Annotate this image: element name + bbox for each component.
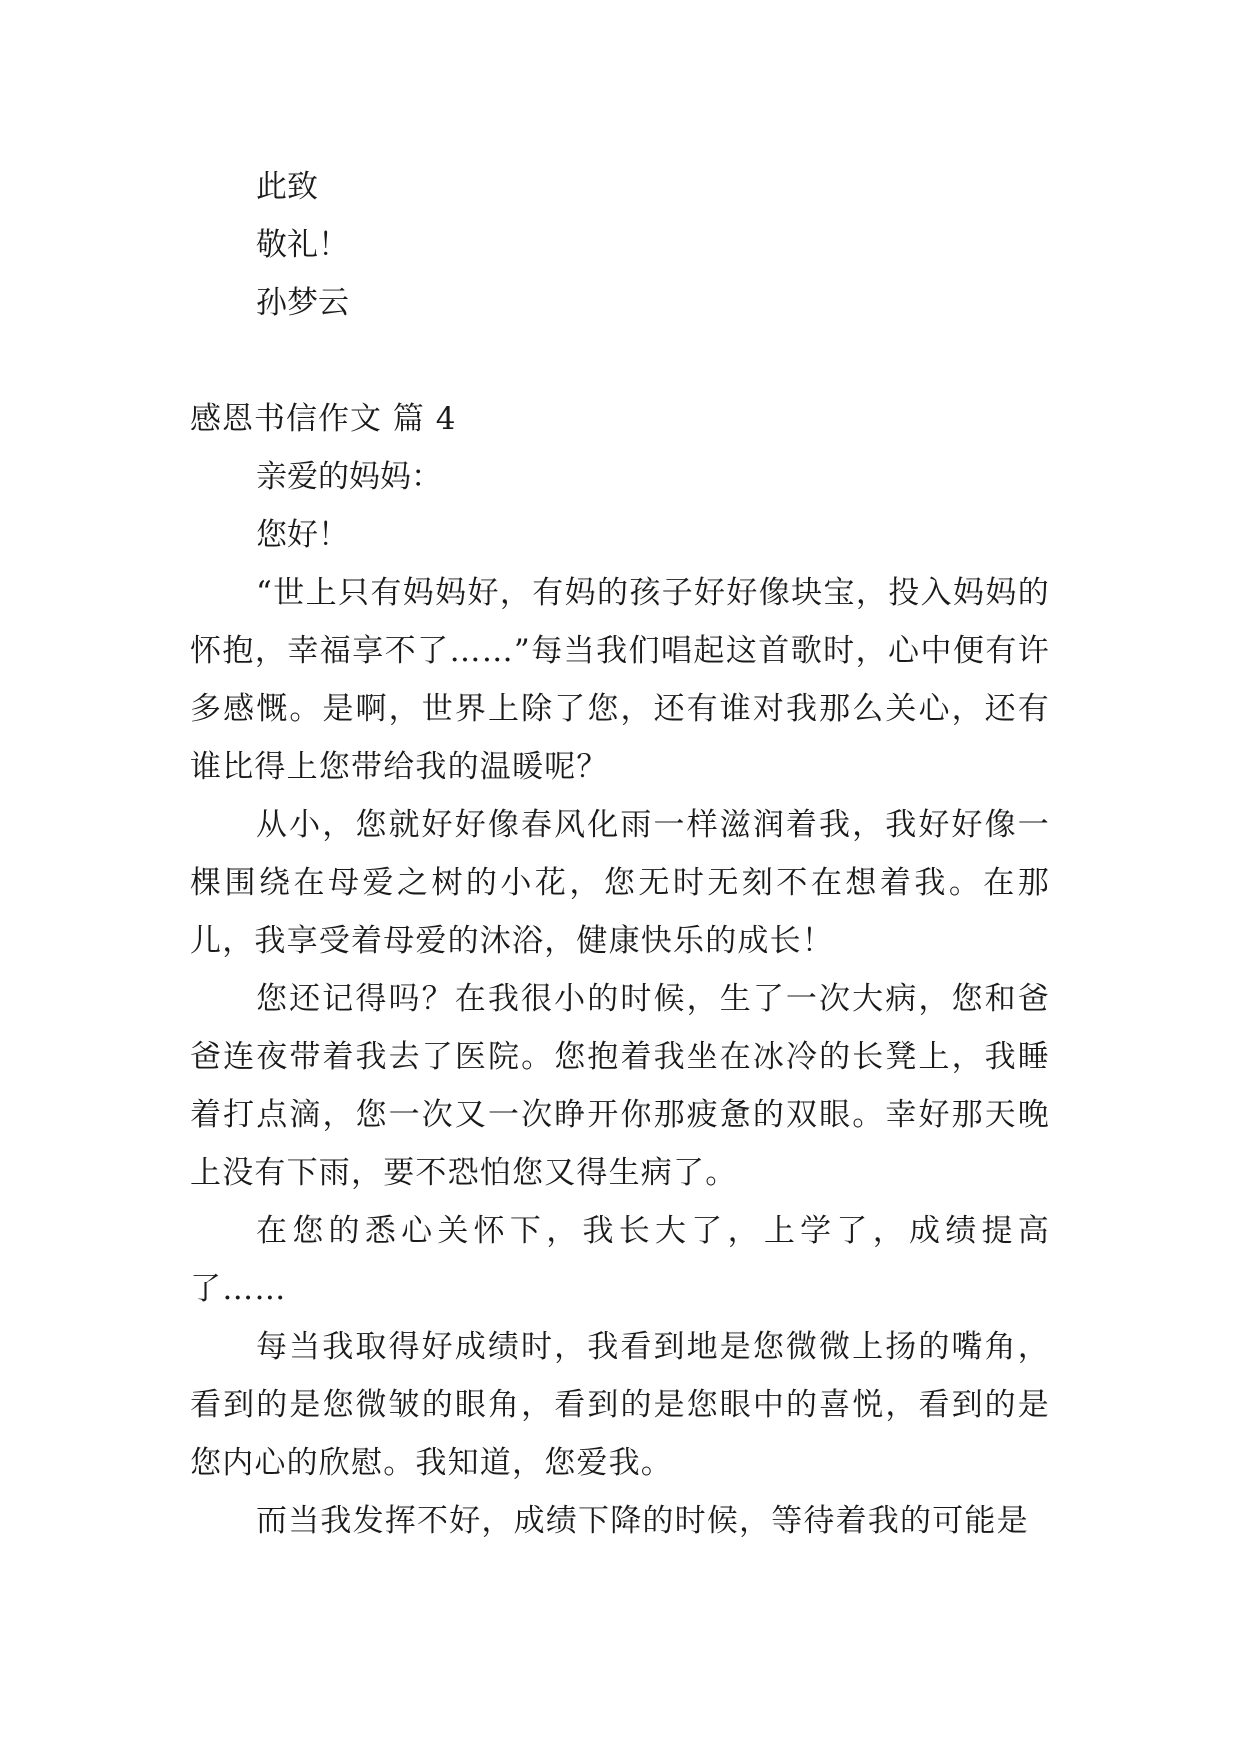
letter-greeting: 亲爱的妈妈： bbox=[256, 459, 442, 495]
closing-line-regards: 此致 bbox=[256, 169, 318, 205]
closing-signature: 孙梦云 bbox=[256, 285, 349, 321]
closing-line-salute: 敬礼！ bbox=[256, 227, 349, 263]
letter-hello: 您好！ bbox=[256, 517, 349, 553]
letter-body bbox=[190, 564, 1050, 1550]
document-content bbox=[190, 158, 1050, 1550]
letter-salutation bbox=[190, 448, 1050, 564]
body-paragraph: 而当我发挥不好，成绩下降的时候，等待着我的可能是 bbox=[256, 1503, 1029, 1539]
body-paragraph: 您还记得吗？在我很小的时候，生了一次大病，您和爸爸连夜带着我去了医院。您抱着我坐在冰冷的长凳上，我睡着打点滴，您一次又一次睁开你那疲惫的双眼。幸好那天晚上没有下雨，要不恐怕您又得生病了。 bbox=[190, 981, 1050, 1191]
body-paragraph: 在您的悉心关怀下，我长大了，上学了，成绩提高了…… bbox=[190, 1213, 1050, 1307]
section-title: 感恩书信作文 篇 4 bbox=[190, 401, 457, 437]
body-paragraph: “世上只有妈妈好，有妈的孩子好好像块宝，投入妈妈的怀抱，幸福享不了……”每当我们唱起这首歌时，心中便有许多感慨。是啊，世界上除了您，还有谁对我那么关心，还有谁比得上您带给我的温暖呢？ bbox=[190, 575, 1050, 785]
body-paragraph: 从小，您就好好像春风化雨一样滋润着我，我好好像一棵围绕在母爱之树的小花，您无时无刻不在想着我。在那儿，我享受着母爱的沐浴，健康快乐的成长！ bbox=[190, 807, 1050, 959]
body-paragraph: 每当我取得好成绩时，我看到地是您微微上扬的嘴角，看到的是您微皱的眼角，看到的是您眼中的喜悦，看到的是您内心的欣慰。我知道，您爱我。 bbox=[190, 1329, 1050, 1481]
letter-closing bbox=[190, 158, 1050, 332]
